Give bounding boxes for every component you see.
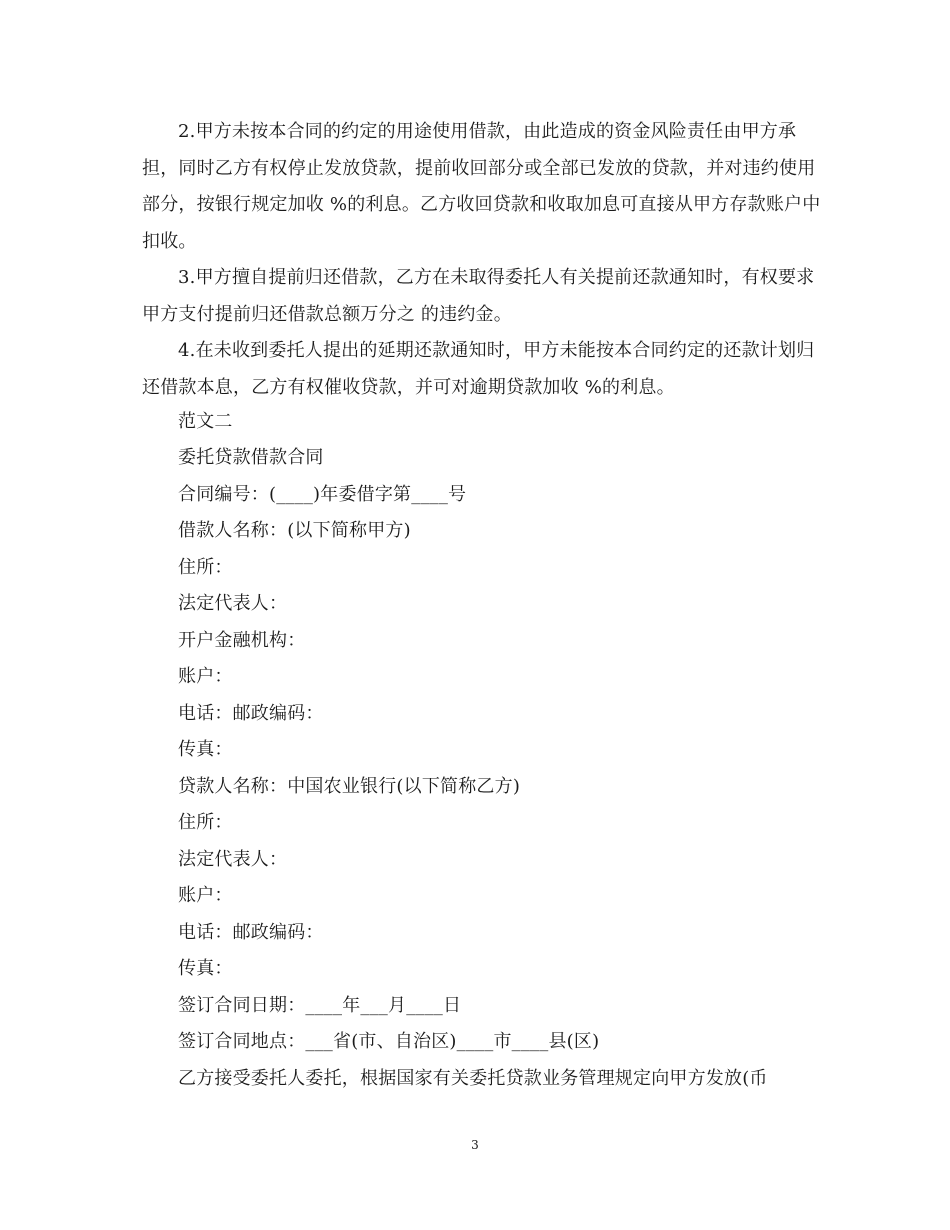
borrower-fax-line: 传真： — [178, 739, 233, 760]
signing-date-line: 签订合同日期：____年___月____日 — [178, 995, 462, 1016]
contract-title: 委托贷款借款合同 — [178, 447, 324, 468]
lender-legal-rep-line: 法定代表人： — [178, 849, 288, 870]
lender-account-line: 账户： — [178, 885, 233, 906]
borrower-bank-line: 开户金融机构： — [178, 630, 306, 651]
borrower-name-line: 借款人名称：(以下简称甲方) — [178, 520, 411, 541]
borrower-phone-line: 电话：邮政编码： — [178, 703, 324, 724]
page-number: 3 — [471, 1138, 479, 1152]
body-paragraph-start: 乙方接受委托人委托，根据国家有关委托贷款业务管理规定向甲方发放(币 — [178, 1068, 768, 1089]
clause-3-paragraph: 3.甲方擅自提前归还借款，乙方在未取得委托人有关提前还款通知时，有权要求甲方支付提前归还借款总额万分之 的违约金。 — [142, 267, 815, 325]
lender-name-line: 贷款人名称：中国农业银行(以下简称乙方) — [178, 776, 521, 797]
borrower-address-line: 住所： — [178, 557, 233, 578]
sample-heading: 范文二 — [178, 411, 233, 432]
borrower-account-line: 账户： — [178, 666, 233, 687]
contract-number-line: 合同编号：(____)年委借字第____号 — [178, 484, 467, 505]
lender-fax-line: 传真： — [178, 958, 233, 979]
lender-phone-line: 电话：邮政编码： — [178, 922, 324, 943]
clause-2-paragraph: 2.甲方未按本合同的约定的用途使用借款，由此造成的资金风险责任由甲方承担，同时乙方有权停止发放贷款，提前收回部分或全部已发放的贷款，并对违约使用部分，按银行规定加收 %的利息。乙方收回贷款和收取加息可直接从甲方存款账户中扣收。 — [142, 121, 821, 252]
borrower-legal-rep-line: 法定代表人： — [178, 593, 288, 614]
lender-address-line: 住所： — [178, 812, 233, 833]
signing-place-line: 签订合同地点：___省(市、自治区)____市____县(区) — [178, 1031, 600, 1052]
clause-4-paragraph: 4.在未收到委托人提出的延期还款通知时，甲方未能按本合同约定的还款计划归还借款本息，乙方有权催收贷款，并可对逾期贷款加收 %的利息。 — [142, 340, 815, 398]
